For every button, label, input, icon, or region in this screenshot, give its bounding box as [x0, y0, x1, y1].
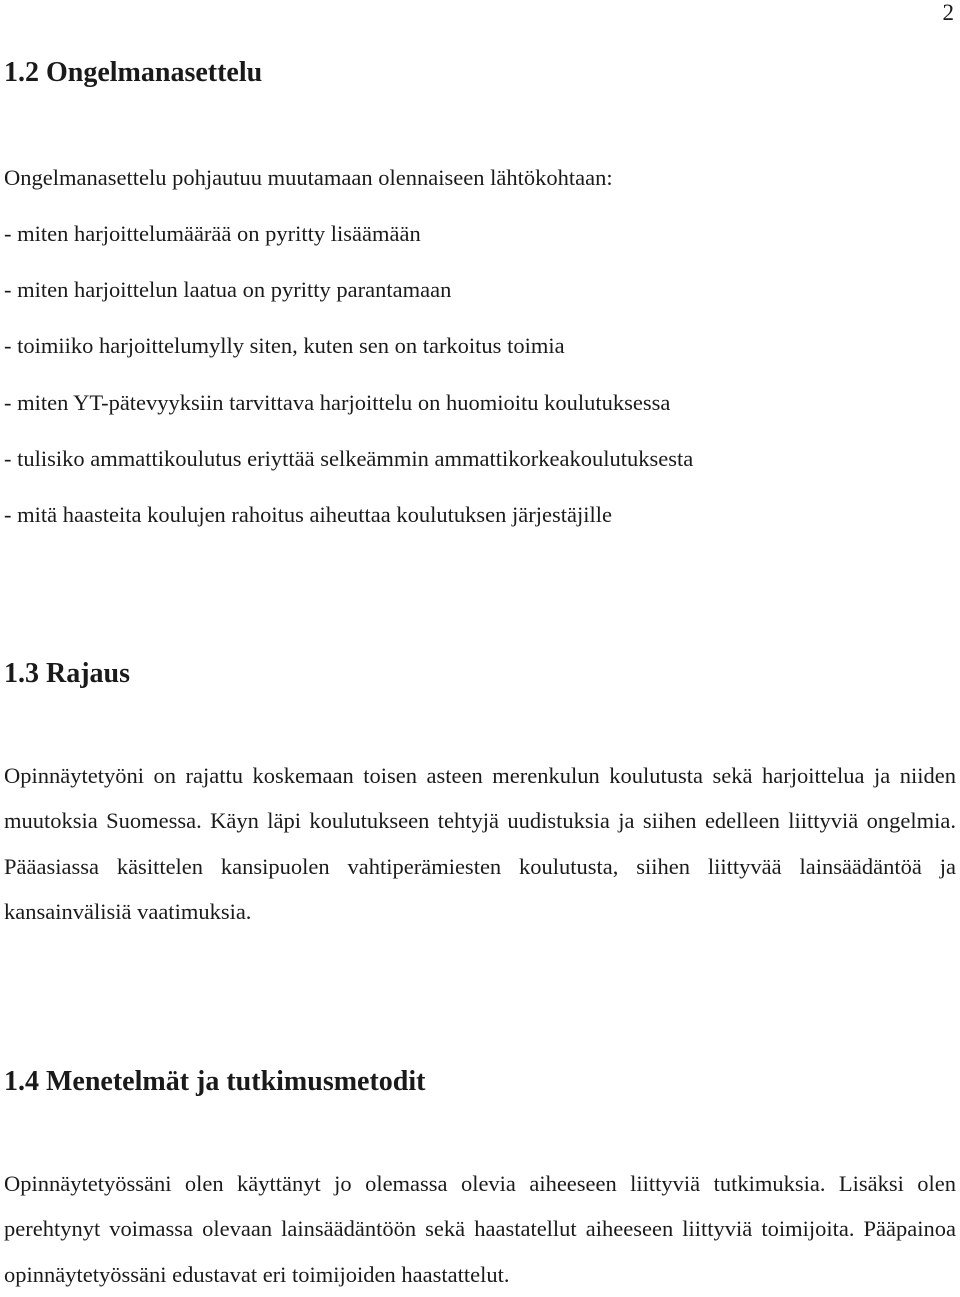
section-heading-menetelmat: 1.4 Menetelmät ja tutkimusmetodit	[4, 1066, 426, 1097]
list-item: - toimiiko harjoittelumylly siten, kuten sen on tarkoitus toimia	[4, 333, 565, 359]
list-item: - miten YT-pätevyyksiin tarvittava harjoittelu on huomioitu koulutuksessa	[4, 389, 671, 415]
problem-list	[4, 206, 693, 543]
list-item: - tulisiko ammattikoulutus eriyttää selkeämmin ammattikorkeakoulutuksesta	[4, 445, 694, 471]
section-heading-rajaus: 1.3 Rajaus	[4, 658, 131, 689]
list-item: - mitä haasteita koulujen rahoitus aiheuttaa koulutuksen järjestäjille	[4, 502, 612, 528]
section-body-menetelmat: Opinnäytetyössäni olen käyttänyt jo olemassa olevia aiheeseen liittyviä tutkimuksia. Lisäksi olen perehtynyt voimassa olevaan lainsäädäntöön sekä haastatellut aiheeseen liittyviä toimijoita. Pääpainoa opinnäytetyössäni edustavat eri toimijoiden haastattelut.	[4, 1171, 956, 1287]
section-heading-ongelmanasettelu: 1.2 Ongelmanasettelu	[4, 57, 263, 88]
list-item: - miten harjoittelun laatua on pyritty parantamaan	[4, 277, 452, 303]
section-intro: Ongelmanasettelu pohjautuu muutamaan olennaiseen lähtökohtaan:	[4, 165, 613, 190]
page-number: 2	[942, 0, 954, 25]
list-item: - miten harjoittelumäärää on pyritty lisäämään	[4, 221, 421, 246]
section-body-rajaus: Opinnäytetyöni on rajattu koskemaan toisen asteen merenkulun koulutusta sekä harjoittelua ja niiden muutoksia Suomessa. Käyn läpi koulutukseen tehtyjä uudistuksia ja siihen edelleen liittyviä ongelmia. Pääasiassa käsittelen kansipuolen vahtiperämiesten koulutusta, siihen liittyvää lainsäädäntöä ja kansainvälisiä vaatimuksia.	[4, 763, 956, 924]
